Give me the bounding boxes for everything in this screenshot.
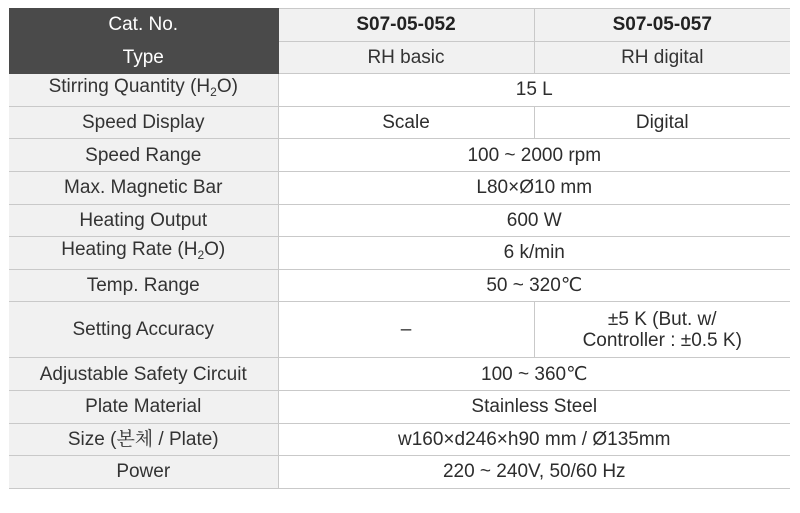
size-label: Size (본체 / Plate) <box>9 423 278 456</box>
safety-circuit-label: Adjustable Safety Circuit <box>9 358 278 391</box>
temp-range-label: Temp. Range <box>9 269 278 302</box>
table-row <box>9 74 790 107</box>
spec-table <box>9 8 790 489</box>
speed-display-label: Speed Display <box>9 106 278 139</box>
table-row <box>9 358 790 391</box>
stirring-quantity-label: Stirring Quantity $(H_2O)$ <box>9 74 278 107</box>
speed-range-value: 100 ~ 2000 rpm <box>278 139 790 172</box>
table-row <box>9 139 790 172</box>
magnetic-bar-value: L80×Ø10 mm <box>278 171 790 204</box>
heating-rate-value: 6 k/min <box>278 237 790 270</box>
table-row <box>9 171 790 204</box>
setting-accuracy-col1: – <box>278 302 534 358</box>
table-row <box>9 302 790 358</box>
type-label: Type <box>9 41 278 74</box>
header-row <box>9 9 790 42</box>
speed-display-col1: Scale <box>278 106 534 139</box>
plate-material-value: Stainless Steel <box>278 390 790 423</box>
table-row <box>9 204 790 237</box>
safety-circuit-value: 100 ~ 360℃ <box>278 358 790 391</box>
heating-output-value: 600 W <box>278 204 790 237</box>
table-row <box>9 423 790 456</box>
power-label: Power <box>9 456 278 489</box>
power-value: 220 ~ 240V, 50/60 Hz <box>278 456 790 489</box>
setting-accuracy-label: Setting Accuracy <box>9 302 278 358</box>
cat-no-label: Cat. No. <box>9 9 278 42</box>
table-row <box>9 390 790 423</box>
speed-display-col2: Digital <box>534 106 790 139</box>
plate-material-label: Plate Material <box>9 390 278 423</box>
size-value: w160×d246×h90 mm / Ø135mm <box>278 423 790 456</box>
stirring-quantity-value: 15 L <box>278 74 790 107</box>
setting-accuracy-col2: ±5 K (But. w/ Controller : ±0.5 K) <box>534 302 790 358</box>
heating-rate-label: Heating Rate $(H_2O)$ <box>9 237 278 270</box>
magnetic-bar-label: Max. Magnetic Bar <box>9 171 278 204</box>
table-row <box>9 269 790 302</box>
table-row <box>9 237 790 270</box>
cat-no-col2: S07-05-057 <box>534 9 790 42</box>
type-col2: RH digital <box>534 41 790 74</box>
type-col1: RH basic <box>278 41 534 74</box>
heating-output-label: Heating Output <box>9 204 278 237</box>
cat-no-col1: S07-05-052 <box>278 9 534 42</box>
table-row <box>9 106 790 139</box>
type-row <box>9 41 790 74</box>
speed-range-label: Speed Range <box>9 139 278 172</box>
table-row <box>9 456 790 489</box>
temp-range-value: 50 ~ 320℃ <box>278 269 790 302</box>
